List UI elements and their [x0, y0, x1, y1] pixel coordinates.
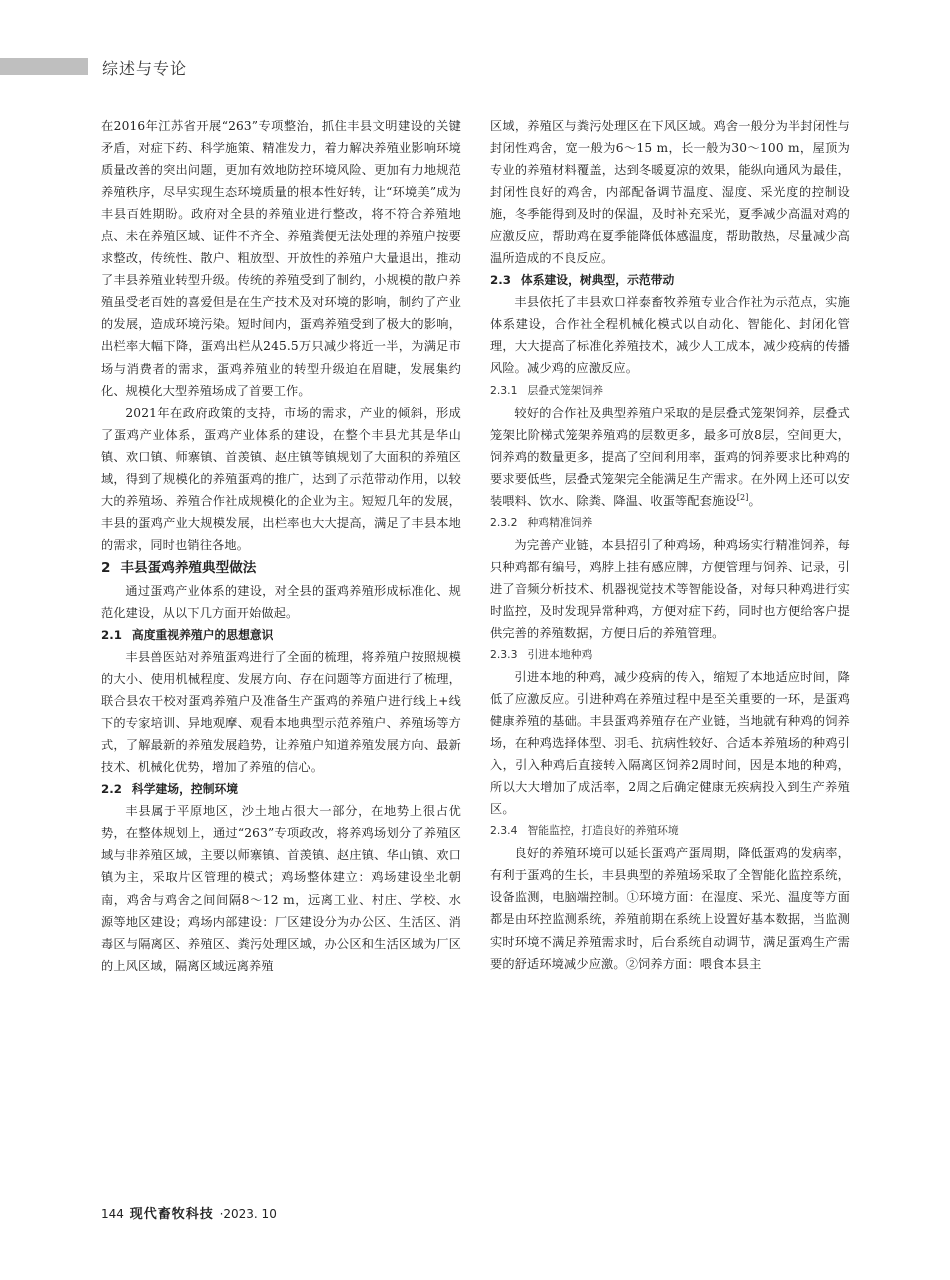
- subsubsection-heading: [490, 820, 850, 842]
- heading-text: 引进本地种鸡: [527, 647, 593, 661]
- heading-number: 2.3: [490, 273, 511, 288]
- page-footer: [101, 1203, 277, 1222]
- heading-number: 2.3.1: [490, 383, 518, 397]
- right-column: [490, 115, 850, 975]
- heading-text: 种鸡精准饲养: [527, 515, 593, 529]
- heading-number: 2: [101, 559, 111, 576]
- page-number: 144: [101, 1207, 124, 1221]
- subsection-heading: [101, 624, 461, 646]
- journal-name: 现代畜牧科技: [129, 1207, 214, 1222]
- paragraph: 区域，养殖区与粪污处理区在下风区域。鸡舍一般分为半封闭性与封闭性鸡舍，宽一般为6～15 m，长一般为30～100 m，屋顶为专业的养殖材料覆盖，达到冬暖夏凉的效果，能纵向通风为最佳，封闭性良好的鸡舍，内部配备调节温度、湿度、采光度的控制设施，冬季能得到及时的保温，及时补充采光，夏季减少高温对鸡的应激反应，帮助鸡在夏季能降低体感温度，帮助散热，尽量减少高温所造成的不良反应。: [490, 119, 850, 266]
- heading-text: 高度重视养殖户的思想意识: [131, 628, 274, 643]
- heading-number: 2.3.2: [490, 515, 518, 529]
- heading-number: 2.3.3: [490, 647, 518, 661]
- subsubsection-heading: [490, 380, 850, 402]
- subsubsection-heading: [490, 644, 850, 666]
- paragraph: 良好的养殖环境可以延长蛋鸡产蛋周期，降低蛋鸡的发病率，有利于蛋鸡的生长，丰县典型的养殖场采取了全智能化监控系统，设备监测，电脑端控制。①环境方面：在湿度、采光、温度等方面都是由环控监测系统，养殖前期在系统上设置好基本数据，当监测实时环境不满足养殖需求时，后台系统自动调节，满足蛋鸡生产需要的舒适环境减少应激。②饲养方面：喂食本县主: [490, 846, 850, 971]
- paragraph: 引进本地的种鸡，减少疫病的传入，缩短了本地适应时间，降低了应激反应。引进种鸡在养殖过程中是至关重要的一环，是蛋鸡健康养殖的基础。丰县蛋鸡养殖存在产业链，当地就有种鸡的饲养场，在种鸡选择体型、羽毛、抗病性较好、合适本养殖场的种鸡引入，引入种鸡后直接转入隔离区饲养2周时间，因是本地的种鸡，所以大大增加了成活率，2周之后确定健康无疾病投入到生产养殖区。: [490, 669, 850, 817]
- heading-number: 2.2: [101, 782, 122, 797]
- heading-number: 2.3.4: [490, 824, 518, 838]
- heading-text: 科学建场，控制环境: [131, 782, 239, 797]
- paragraph: 通过蛋鸡产业体系的建设，对全县的蛋鸡养殖形成标准化、规范化建设，从以下几方面开始做起。: [101, 583, 461, 620]
- heading-text: 智能监控，打造良好的养殖环境: [527, 824, 679, 838]
- paragraph: 2021年在政府政策的支持，市场的需求，产业的倾斜，形成了蛋鸡产业体系，蛋鸡产业体系的建设，在整个丰县尤其是华山镇、欢口镇、师寨镇、首羡镇、赵庄镇等镇规划了大面积的养殖区域，得到了规模化的养殖蛋鸡的推广，达到了示范带动作用，以较大的养殖场、养殖合作社成规模化的企业为主。短短几年的发展，丰县的蛋鸡产业大规模发展，出栏率也大大提高，满足了丰县本地的需求，同时也销往各地。: [101, 405, 461, 552]
- heading-text: 层叠式笼架饲养: [527, 383, 604, 397]
- paragraph: 在2016年江苏省开展“263”专项整治，抓住丰县文明建设的关键矛盾，对症下药、科学施策、精准发力，着力解决养殖业影响环境质量改善的突出问题，更加有效地防控环境风险、更加有力地规范养殖秩序，尽早实现生态环境质量的根本性好转，让“环境美”成为丰县百姓期盼。政府对全县的养殖业进行整改，将不符合养殖地点、未在养殖区域、证件不齐全、养殖粪便无法处理的养殖户按要求整改，传统性、散户、粗放型、开放性的养殖户大量退出，推动了丰县养殖业转型升级。传统的养殖受到了制约，小规模的散户养殖虽受老百姓的喜爱但是在生产技术及对环境的影响，制约了产业的发展，造成环境污染。短时间内，蛋鸡养殖受到了极大的影响，出栏率大幅下降，蛋鸡出栏从245.5万只减少将近一半，为满足市场与消费者的需求，蛋鸡养殖业的转型升级迫在眉睫，发展集约化、规模化大型养殖场成了首要工作。: [101, 119, 461, 398]
- subsection-heading: [101, 778, 461, 800]
- paragraph: 丰县兽医站对养殖蛋鸡进行了全面的梳理，将养殖户按照规模的大小、使用机械程度、发展方向、存在问题等方面进行了梳理，联合县农干校对蛋鸡养殖户及准备生产蛋鸡的养殖户进行线上+线下的专家培训、异地观摩、观看本地典型示范养殖户、养殖场等方式，了解最新的养殖发展趋势，让养殖户知道养殖发展方向、最新技术、机械化优势，增加了养殖的信心。: [101, 650, 461, 775]
- left-column: [101, 115, 461, 977]
- section-heading: [101, 556, 461, 580]
- section-label: 综述与专论: [102, 59, 188, 78]
- issue: ·2023. 10: [219, 1207, 277, 1221]
- heading-number: 2.1: [101, 628, 122, 643]
- citation: [2]: [736, 492, 749, 502]
- paragraph: 丰县依托了丰县欢口祥泰畜牧养殖专业合作社为示范点，实施体系建设，合作社全程机械化模式以自动化、智能化、封闭化管理，大大提高了标准化养殖技术，减少人工成本，减少疫病的传播风险。减少鸡的应激反应。: [490, 295, 850, 376]
- paragraph-text: 较好的合作社及典型养殖户采取的是层叠式笼架饲养，层叠式笼架比阶梯式笼架养殖鸡的层数更多，最多可放8层，空间更大，饲养鸡的数量更多，提高了空间利用率，蛋鸡的饲养要求比种鸡的要求要低些，层叠式笼架完全能满足生产需求。在外网上还可以安装喂料、饮水、除粪、降温、收蛋等配套施设: [490, 405, 850, 508]
- subsection-heading: [490, 269, 850, 291]
- subsubsection-heading: [490, 512, 850, 534]
- paragraph: [490, 402, 850, 512]
- header-bar: [0, 58, 88, 75]
- paragraph-end: 。: [748, 493, 761, 508]
- heading-text: 体系建设，树典型，示范带动: [520, 273, 675, 288]
- paragraph: 为完善产业链，本县招引了种鸡场，种鸡场实行精准饲养，每只种鸡都有编号，鸡脖上挂有感应牌，方便管理与饲养、记录，引进了音频分析技术、机器视觉技术等智能设备，对每只种鸡进行实时监控，及时发现异常种鸡，方便对症下药，同时也方便给客户提供完善的养殖数据，方便日后的养殖管理。: [490, 537, 850, 640]
- heading-text: 丰县蛋鸡养殖典型做法: [120, 559, 257, 576]
- paragraph: 丰县属于平原地区，沙土地占很大一部分，在地势上很占优势，在整体规划上，通过“263”专项政改，将养鸡场划分了养殖区域与非养殖区域，主要以师寨镇、首羡镇、赵庄镇、华山镇、欢口镇为主，采取片区管理的模式；鸡场整体建立：鸡场建设坐北朝南，鸡舍与鸡舍之间间隔8～12 m，远离工业、村庄、学校、水源等地区建设；鸡场内部建设：厂区建设分为办公区、生活区、消毒区与隔离区、养殖区、粪污处理区域，办公区和生活区域为厂区的上风区域，隔离区域远离养殖: [101, 804, 461, 973]
